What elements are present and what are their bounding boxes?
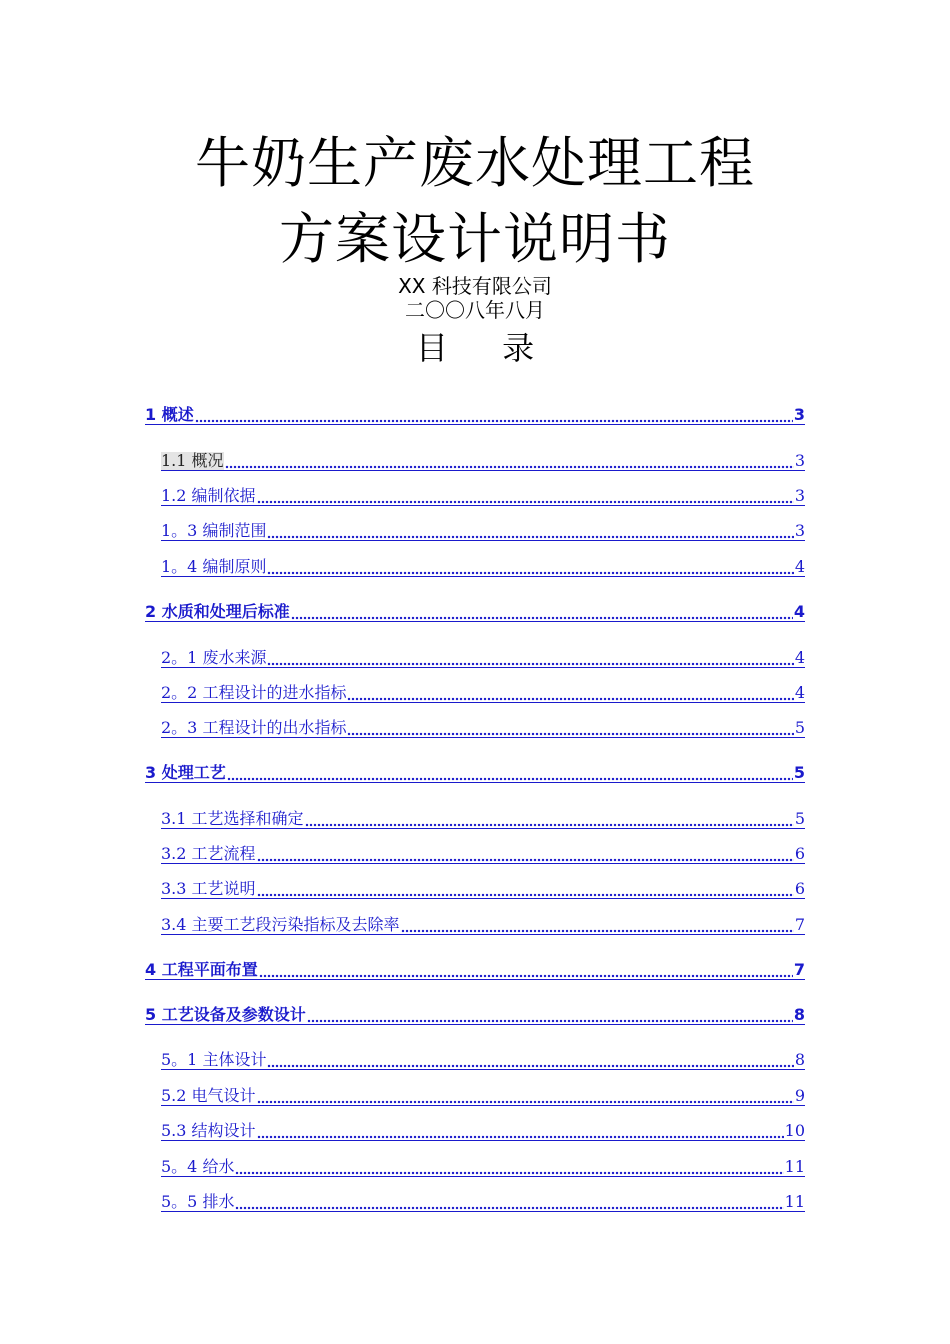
toc-entry[interactable] xyxy=(161,518,805,541)
toc-dot-leader xyxy=(401,916,794,934)
toc-page-number: 3 xyxy=(794,451,805,470)
toc-dot-leader xyxy=(267,649,793,667)
toc-page-number: 11 xyxy=(784,1157,805,1176)
toc-entry[interactable] xyxy=(161,876,805,899)
toc-page-number: 3 xyxy=(794,521,805,540)
toc-entry[interactable] xyxy=(145,402,805,425)
toc-entry-label: 5 工艺设备及参数设计 xyxy=(145,1005,306,1024)
toc-page-number: 8 xyxy=(794,1050,805,1069)
toc-entry-label: 1.2 编制依据 xyxy=(161,486,256,505)
toc-entry-label: 2。2 工程设计的进水指标 xyxy=(161,683,347,702)
toc-page-number: 11 xyxy=(784,1192,805,1211)
toc-entry[interactable] xyxy=(161,1047,805,1070)
toc-entry-label: 5.2 电气设计 xyxy=(161,1086,256,1105)
toc-entry[interactable] xyxy=(161,715,805,738)
toc-page-number: 7 xyxy=(794,915,805,934)
toc-entry-label: 5。4 给水 xyxy=(161,1157,235,1176)
toc-entry-label: 1 概述 xyxy=(145,405,194,424)
toc-page-number: 9 xyxy=(794,1086,805,1105)
company-name: XX 科技有限公司 xyxy=(398,274,552,298)
toc-entry-label: 2。3 工程设计的出水指标 xyxy=(161,718,347,737)
toc-dot-leader xyxy=(257,880,794,898)
document-date: 二〇〇八年八月 xyxy=(405,298,545,322)
toc-entry[interactable] xyxy=(161,1154,805,1177)
toc-entry[interactable] xyxy=(161,1083,805,1106)
toc-entry[interactable] xyxy=(161,1118,805,1141)
toc-entry-label: 4 工程平面布置 xyxy=(145,960,258,979)
toc-entry[interactable] xyxy=(145,957,805,980)
toc-entry[interactable] xyxy=(145,1002,805,1025)
toc-dot-leader xyxy=(257,845,794,863)
toc-entry[interactable] xyxy=(161,806,805,829)
toc-page-number: 8 xyxy=(793,1005,805,1024)
toc-dot-leader xyxy=(257,1122,784,1140)
toc-page-number: 5 xyxy=(794,718,805,737)
toc-dot-leader xyxy=(235,1193,783,1211)
toc-dot-leader xyxy=(347,684,793,702)
toc-dot-leader xyxy=(235,1158,783,1176)
toc-entry[interactable] xyxy=(161,554,805,577)
toc-entry[interactable] xyxy=(161,841,805,864)
toc-page-number: 3 xyxy=(793,405,805,424)
toc-page-number: 5 xyxy=(794,809,805,828)
toc-entry-label: 3 处理工艺 xyxy=(145,763,226,782)
toc-entry-label: 1.1 概况 xyxy=(161,451,224,470)
toc-entry-label: 2。1 废水来源 xyxy=(161,648,267,667)
toc-dot-leader xyxy=(267,522,793,540)
toc-page-number: 3 xyxy=(794,486,805,505)
toc-dot-leader xyxy=(267,558,793,576)
toc-entry[interactable] xyxy=(145,760,805,783)
toc-entry-label: 5。1 主体设计 xyxy=(161,1050,267,1069)
toc-dot-leader xyxy=(257,487,794,505)
toc-page-number: 4 xyxy=(794,648,805,667)
toc-entry-label: 1。4 编制原则 xyxy=(161,557,267,576)
toc-page-number: 7 xyxy=(793,960,805,979)
toc-dot-leader xyxy=(257,1087,794,1105)
toc-entry-label: 1。3 编制范围 xyxy=(161,521,267,540)
toc-dot-leader xyxy=(305,810,794,828)
toc-heading: 目 录 xyxy=(415,329,557,367)
toc-dot-leader xyxy=(267,1051,793,1069)
toc-page-number: 6 xyxy=(794,844,805,863)
toc-entry-label: 5.3 结构设计 xyxy=(161,1121,256,1140)
toc-dot-leader xyxy=(291,603,793,621)
toc-entry[interactable] xyxy=(161,680,805,703)
toc-dot-leader xyxy=(227,764,793,782)
toc-entry-label: 3.3 工艺说明 xyxy=(161,879,256,898)
toc-entry-label: 5。5 排水 xyxy=(161,1192,235,1211)
toc-entry-label: 3.1 工艺选择和确定 xyxy=(161,809,304,828)
toc-page-number: 5 xyxy=(793,763,805,782)
document-title-line-2: 方案设计说明书 xyxy=(278,207,671,271)
toc-entry[interactable] xyxy=(161,448,805,471)
toc-entry[interactable] xyxy=(145,599,805,622)
toc-entry[interactable] xyxy=(161,645,805,668)
toc-dot-leader xyxy=(347,719,793,737)
toc-entry-label: 3.4 主要工艺段污染指标及去除率 xyxy=(161,915,400,934)
toc-page-number: 4 xyxy=(794,683,805,702)
toc-entry-label: 3.2 工艺流程 xyxy=(161,844,256,863)
toc-entry[interactable] xyxy=(161,1189,805,1212)
document-title-line-1: 牛奶生产废水处理工程 xyxy=(194,131,755,195)
toc-page-number: 6 xyxy=(794,879,805,898)
toc-entry[interactable] xyxy=(161,483,805,506)
toc-dot-leader xyxy=(259,961,793,979)
toc-entry[interactable] xyxy=(161,912,805,935)
toc-page-number: 4 xyxy=(794,557,805,576)
toc-dot-leader xyxy=(307,1006,793,1024)
toc-page-number: 10 xyxy=(784,1121,805,1140)
toc-dot-leader xyxy=(225,452,794,470)
toc-dot-leader xyxy=(195,406,793,424)
toc-page-number: 4 xyxy=(793,602,805,621)
toc-entry-label: 2 水质和处理后标准 xyxy=(145,602,290,621)
